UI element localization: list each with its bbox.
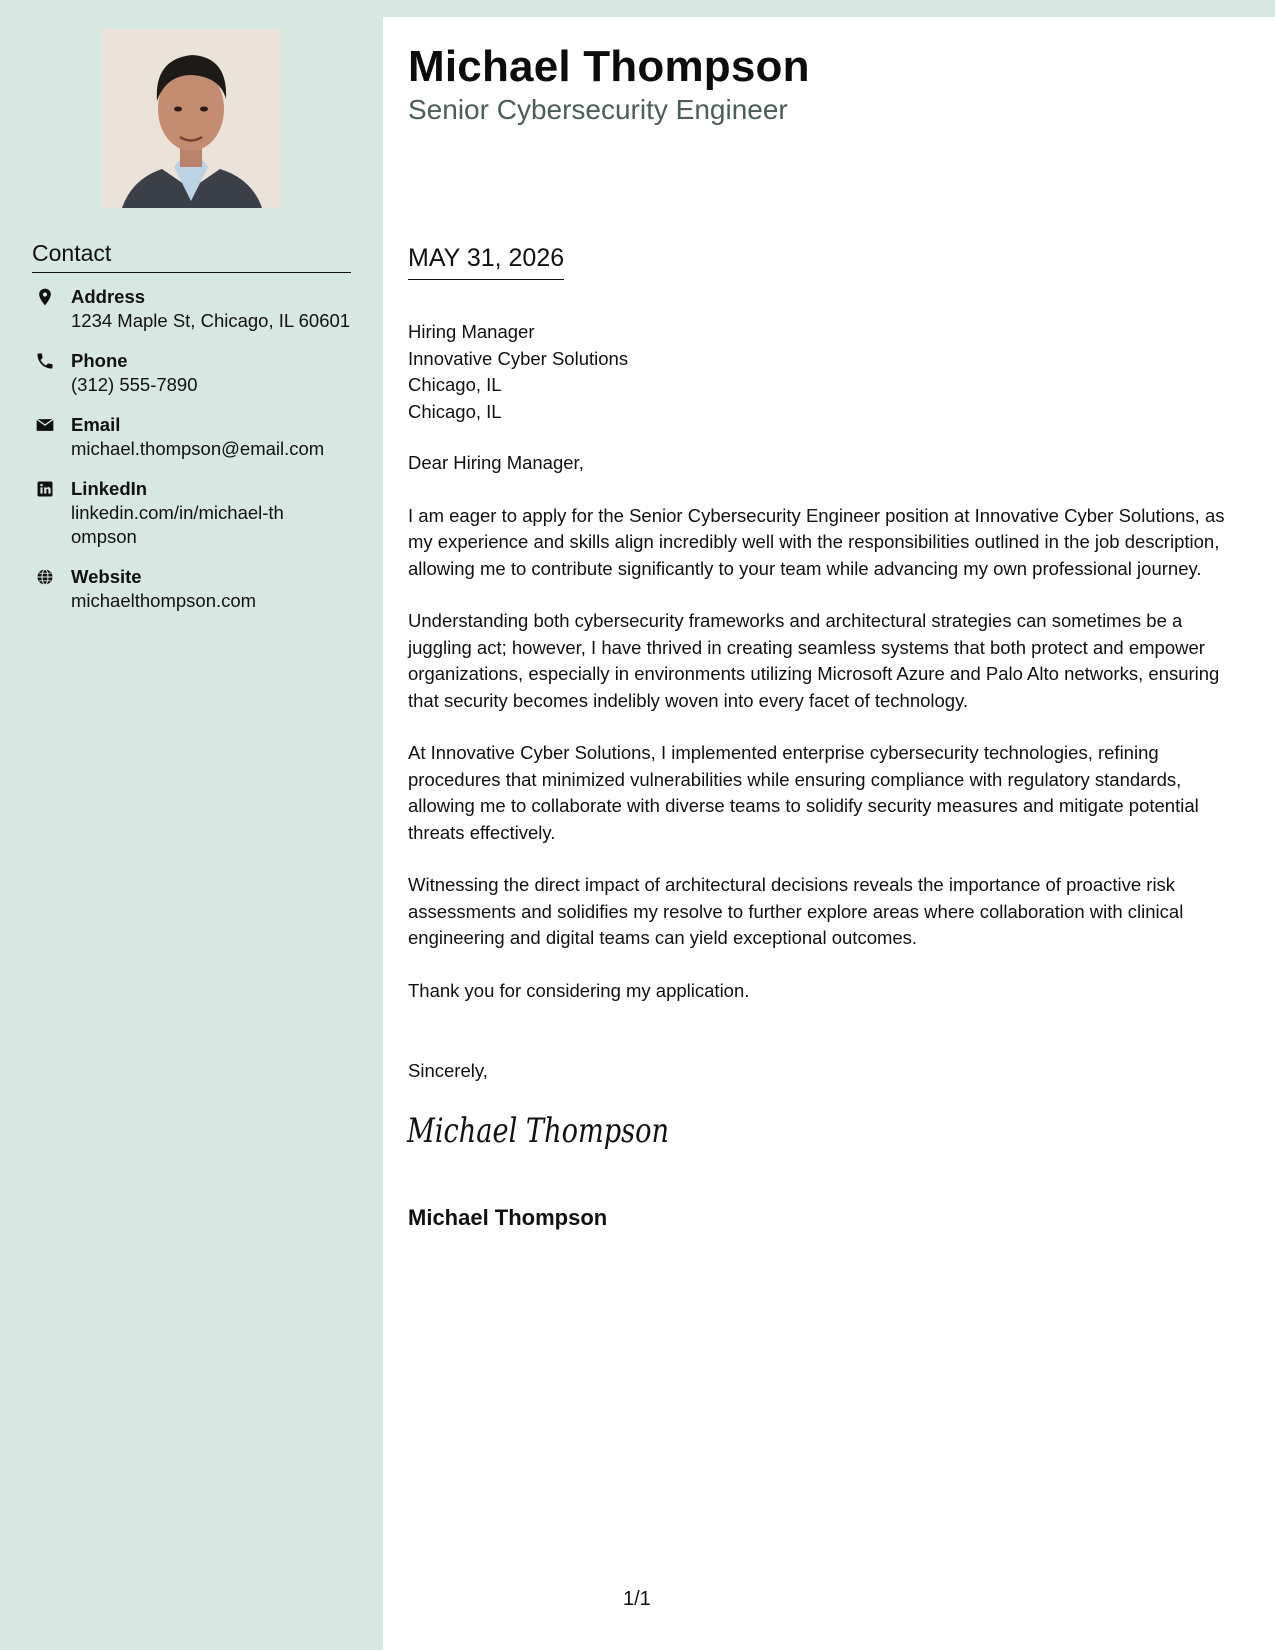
- phone-icon: [35, 351, 55, 371]
- envelope-icon: [35, 415, 55, 435]
- signature: [405, 1102, 675, 1162]
- letter-paragraph: Thank you for considering my application.: [408, 979, 750, 1001]
- recipient-line: Chicago, IL: [408, 400, 502, 422]
- contact-heading: Contact: [32, 240, 351, 273]
- page-number: 1/1: [623, 1588, 651, 1610]
- letter-paragraph: Understanding both cybersecurity frameworks and architectural strategies can sometimes be a juggling act; however, I have thrived in creating seamless systems that both protect and empower organizations, especially in environments utilizing Microsoft Azure and Palo Alto networks, ensuring that security becomes indelibly woven into every facet of technology.: [408, 610, 1220, 711]
- closing: Sincerely,: [408, 1060, 488, 1081]
- globe-icon: [35, 567, 55, 587]
- recipient-line: Chicago, IL: [408, 374, 502, 395]
- letter-paragraph: Witnessing the direct impact of architectural decisions reveals the importance of proactive risk assessments and solidifies my resolve to further explore areas where collaboration with clinical engineering and digital teams can yield exceptional outcomes.: [408, 874, 1184, 948]
- contact-list: [32, 285, 362, 629]
- recipient-block: [408, 319, 628, 425]
- contact-address: [32, 285, 362, 333]
- signature-text: Michael Thompson: [406, 1111, 669, 1151]
- phone-label: Phone: [71, 350, 128, 371]
- recipient-line: Hiring Manager: [408, 321, 535, 342]
- sidebar: [0, 0, 383, 1650]
- address-value: 1234 Maple St, Chicago, IL 60601: [71, 310, 351, 331]
- linkedin-icon: [35, 479, 55, 499]
- address-label: Address: [71, 286, 146, 307]
- letter-body: [408, 450, 1238, 1030]
- contact-linkedin: [32, 477, 362, 549]
- avatar: [102, 29, 281, 208]
- letter-paragraph: At Innovative Cyber Solutions, I implemented enterprise cybersecurity technologies, refining procedures that minimized vulnerabilities while ensuring compliance with regulatory standards, allowing me to collaborate with diverse teams to solidify security measures and mitigate potential threats effectively.: [408, 742, 1199, 843]
- letter-paragraph: I am eager to apply for the Senior Cybersecurity Engineer position at Innovative Cyber Solutions, as my experience and skills align incredibly well with the responsibilities outlined in the job description, allowing me to contribute significantly to your team while advancing my own professional journey.: [408, 504, 1225, 579]
- recipient-line: Innovative Cyber Solutions: [408, 347, 629, 369]
- email-value: michael.thompson@email.com: [71, 438, 325, 459]
- linkedin-label: LinkedIn: [71, 478, 148, 499]
- phone-value: (312) 555-7890: [71, 374, 198, 395]
- letter-panel: [383, 17, 1275, 1650]
- letter-date: MAY 31, 2026: [408, 244, 564, 280]
- website-value[interactable]: michaelthompson.com: [71, 590, 257, 611]
- salutation: Dear Hiring Manager,: [408, 452, 584, 473]
- website-label: Website: [71, 566, 142, 587]
- map-pin-icon: [35, 287, 55, 307]
- applicant-role: Senior Cybersecurity Engineer: [408, 94, 788, 125]
- signed-name: Michael Thompson: [408, 1205, 608, 1230]
- contact-website: [32, 565, 362, 613]
- contact-phone: [32, 349, 362, 397]
- email-label: Email: [71, 414, 121, 435]
- linkedin-value[interactable]: linkedin.com/in/michael-thompson: [71, 502, 284, 547]
- applicant-name: Michael Thompson: [408, 42, 810, 91]
- contact-email: [32, 413, 362, 461]
